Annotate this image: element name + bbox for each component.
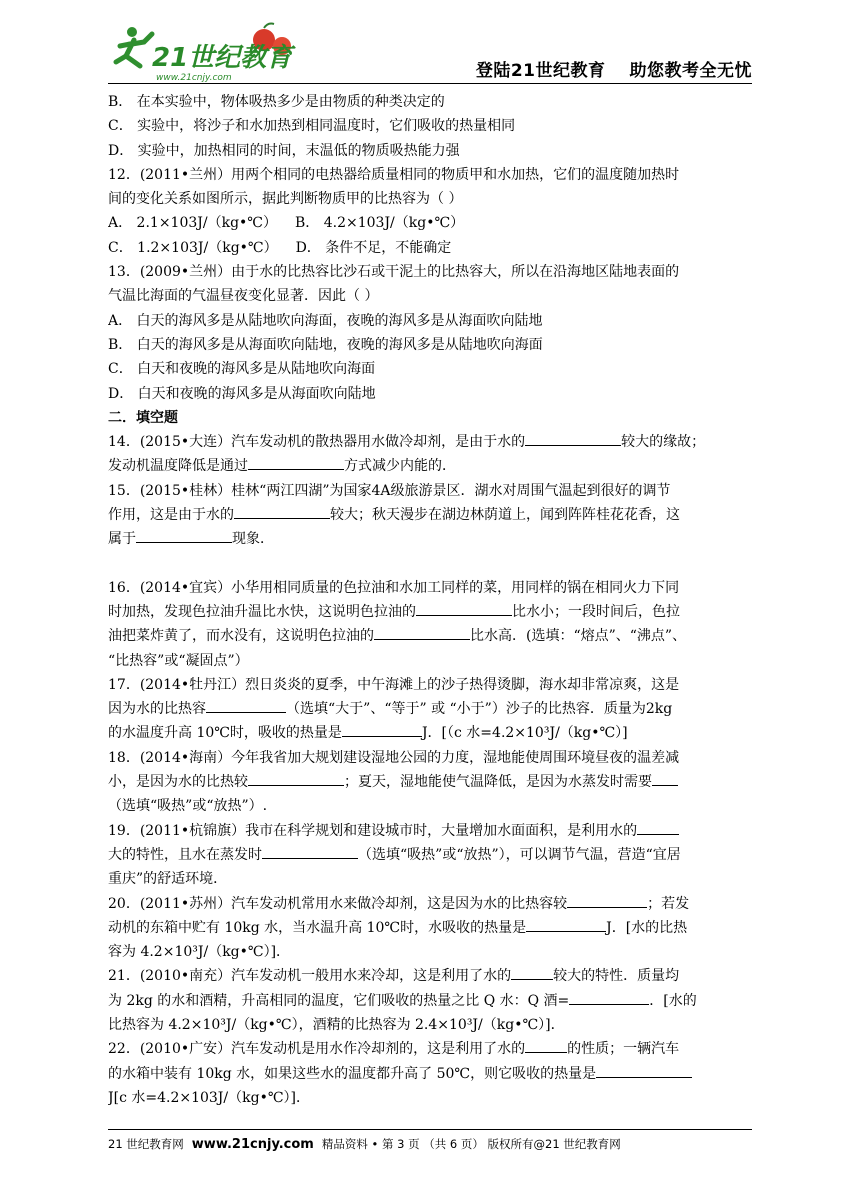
q17-text: 因为水的比热容: [108, 701, 206, 718]
slogan-right: 助您教考全无忧: [629, 61, 752, 81]
q22-blank-2[interactable]: [596, 1062, 692, 1078]
q15-text: 作用，这是由于水的: [108, 507, 234, 524]
q11-option-c: C． 实验中，将沙子和水加热到相同温度时，它们吸收的热量相同: [108, 118, 516, 135]
q20-text: 20．(2011•苏州）汽车发动机常用水来做冷却剂，这是因为水的比热容较: [108, 895, 568, 912]
q15-text: 属于: [108, 531, 136, 548]
footer-site-name: 21 世纪教育网: [108, 1137, 184, 1151]
q19-text: 19．(2011•杭锦旗）我市在科学规划和建设城市时，大量增加水面面积，是利用水的: [108, 822, 638, 839]
q22-text: 22．(2010•广安）汽车发动机是用水作冷却剂的，这是利用了水的: [108, 1041, 526, 1058]
logo-url: www.21cnjy.com: [156, 73, 232, 83]
q16-blank-1[interactable]: [416, 600, 512, 616]
q18-text: （选填“吸热”或“放热”）.: [108, 798, 268, 815]
q11-option-b: B． 在本实验中，物体吸热多少是由物质的种类决定的: [108, 94, 445, 110]
q16-text: “比热容”或“凝固点”）: [108, 652, 249, 669]
q18-text: 18．(2014•海南）今年我省加大规划建设湿地公园的力度，湿地能使周围环境昼夜的温差减: [108, 749, 680, 766]
q17-text: J．[（c 水=4.2×10³J/（kg•℃）]: [421, 725, 628, 742]
header-slogan: [476, 56, 752, 81]
section-heading-fill-blank: 二．填空题: [108, 409, 178, 426]
slogan-left: 登陆21世纪教育: [475, 61, 606, 81]
q21-text: ．[水的: [649, 992, 697, 1009]
q21-blank-2[interactable]: [569, 989, 649, 1005]
q20-blank-2[interactable]: [526, 916, 606, 932]
q14-blank-1[interactable]: [525, 430, 621, 446]
worksheet-content: [108, 90, 754, 1110]
q13-stem-line2: 气温比海面的气温昼夜变化显著．因此（ ）: [108, 288, 379, 305]
q22-text: 的性质；一辆汽车: [567, 1041, 680, 1058]
question-21: [108, 964, 754, 1037]
question-18: [108, 746, 754, 819]
q14-text: 发动机温度降低是通过: [108, 458, 248, 475]
q15-blank-1[interactable]: [234, 503, 330, 519]
q16-text: 油把菜炸黄了，而水没有，这说明色拉油的: [108, 628, 374, 645]
question-17: [108, 673, 754, 746]
q14-text: 方式减少内能的．: [344, 458, 456, 475]
q12-stem-line2: 间的变化关系如图所示，据此判断物质甲的比热容为（ ）: [108, 191, 463, 208]
q12-option-a: A． 2.1×103J/（kg•℃）: [108, 215, 277, 232]
question-19: [108, 819, 754, 892]
q18-blank-2[interactable]: [652, 770, 678, 786]
q16-text: 比水小；一段时间后，色拉: [512, 603, 680, 620]
q16-blank-2[interactable]: [374, 624, 470, 640]
question-13: [108, 260, 754, 406]
q15-text: 现象．: [232, 531, 274, 548]
q13-option-c: C． 白天和夜晚的海风多是从陆地吹向海面: [108, 361, 376, 378]
q14-blank-2[interactable]: [248, 454, 344, 470]
page-header: [0, 0, 860, 88]
q19-text: （选填“吸热”或“放热”），可以调节气温，营造“宜居: [358, 846, 681, 863]
q21-text: 21．(2010•南充）汽车发动机一般用水来冷却，这是利用了水的: [108, 968, 512, 985]
question-15: [108, 479, 754, 552]
q12-stem-line1: 12．(2011•兰州）用两个相同的电热器给质量相同的物质甲和水加热，它们的温度随加热时: [108, 166, 680, 183]
q13-option-d: D． 白天和夜晚的海风多是从海面吹向陆地: [108, 385, 376, 402]
q16-text: 比水高．(选填：“熔点”、“沸点”、: [470, 628, 687, 645]
page-footer: [108, 1136, 754, 1152]
question-16: [108, 576, 754, 673]
q15-text: 15．(2015•桂林）桂林“两江四湖”为国家4A级旅游景区．湖水对周围气温起到很好的调节: [108, 482, 671, 499]
q17-blank-1[interactable]: [206, 697, 286, 713]
q17-text: 17．(2014•牡丹江）烈日炎炎的夏季，中午海滩上的沙子热得烫脚，海水却非常凉爽，这是: [108, 676, 680, 693]
q19-blank-2[interactable]: [262, 843, 358, 859]
q15-blank-2[interactable]: [136, 527, 232, 543]
footer-divider: [108, 1129, 752, 1130]
runner-icon: [116, 27, 152, 66]
q11-option-d: D． 实验中，加热相同的时间，末温低的物质吸热能力强: [108, 142, 460, 159]
q21-blank-1[interactable]: [511, 964, 553, 980]
q18-blank-1[interactable]: [248, 770, 344, 786]
q13-option-a: A． 白天的海风多是从陆地吹向海面，夜晚的海风多是从海面吹向陆地: [108, 312, 543, 329]
question-22: [108, 1037, 754, 1110]
q13-stem-line1: 13．(2009•兰州）由于水的比热容比沙石或干泥土的比热容大，所以在沿海地区陆地表面的: [108, 264, 680, 281]
q22-text: J[c 水=4.2×103J/（kg•℃）]．: [108, 1089, 310, 1106]
q16-text: 16．(2014•宜宾）小华用相同质量的色拉油和水加工同样的菜，用同样的锅在相同火力下同: [108, 579, 680, 596]
question-12: [108, 163, 754, 260]
footer-page-info: 精品资料 • 第 3 页 （共 6 页） 版权所有@21 世纪教育网: [321, 1137, 621, 1151]
q20-text: ；若发: [647, 895, 690, 912]
question-14: [108, 430, 754, 479]
q12-option-c: C． 1.2×103J/（kg•℃）: [108, 239, 278, 256]
q16-text: 时加热，发现色拉油升温比水快，这说明色拉油的: [108, 603, 416, 620]
q12-option-d: D． 条件不足，不能确定: [295, 239, 452, 256]
q18-text: ；夏天，湿地能使气温降低，是因为水蒸发时需要: [344, 774, 652, 791]
q19-text: 大的特性，且水在蒸发时: [108, 846, 262, 863]
q17-blank-2[interactable]: [342, 721, 422, 737]
q22-blank-1[interactable]: [525, 1037, 567, 1053]
q19-text: 重庆”的舒适环境．: [108, 871, 228, 888]
q21-text: 较大的特性．质量均: [553, 968, 680, 985]
q20-blank-1[interactable]: [567, 892, 647, 908]
site-logo: [112, 22, 312, 84]
q12-option-b: B． 4.2×103J/（kg•℃）: [294, 215, 465, 232]
logo-text: 21世纪教育: [152, 43, 293, 73]
q20-text: 动机的东箱中贮有 10kg 水，当水温升高 10℃时，水吸收的热量是: [108, 919, 527, 936]
header-divider: [108, 83, 752, 84]
q14-text: 较大的缘故；: [621, 434, 706, 451]
footer-url-link[interactable]: www.21cnjy.com: [191, 1137, 314, 1152]
q20-text: J．[水的比热: [606, 919, 688, 936]
q21-text: 为 2kg 的水和酒精，升高相同的温度，它们吸收的热量之比 Q 水：Q 酒=: [108, 992, 570, 1009]
q14-text: 14．(2015•大连）汽车发动机的散热器用水做冷却剂，是由于水的: [108, 434, 526, 451]
q22-text: 的水箱中装有 10kg 水，如果这些水的温度都升高了 50℃，则它吸收的热量是: [108, 1065, 597, 1082]
q17-text: 的水温度升高 10℃时，吸收的热量是: [108, 725, 342, 742]
question-20: [108, 892, 754, 965]
q19-blank-1[interactable]: [637, 819, 679, 835]
q13-option-b: B． 白天的海风多是从海面吹向陆地，夜晚的海风多是从陆地吹向海面: [108, 336, 543, 353]
q21-text: 比热容为 4.2×10³J/（kg•℃），酒精的比热容为 2.4×10³J/（kg•℃）]．: [108, 1016, 565, 1033]
q20-text: 容为 4.2×10³J/（kg•℃）]．: [108, 944, 291, 961]
q18-text: 小，是因为水的比热较: [108, 774, 248, 791]
q15-text: 较大；秋天漫步在湖边林荫道上，闻到阵阵桂花花香，这: [330, 507, 680, 524]
q17-text: （选填“大于”、“等于” 或 “小于”）沙子的比热容．质量为2kg: [286, 701, 673, 718]
